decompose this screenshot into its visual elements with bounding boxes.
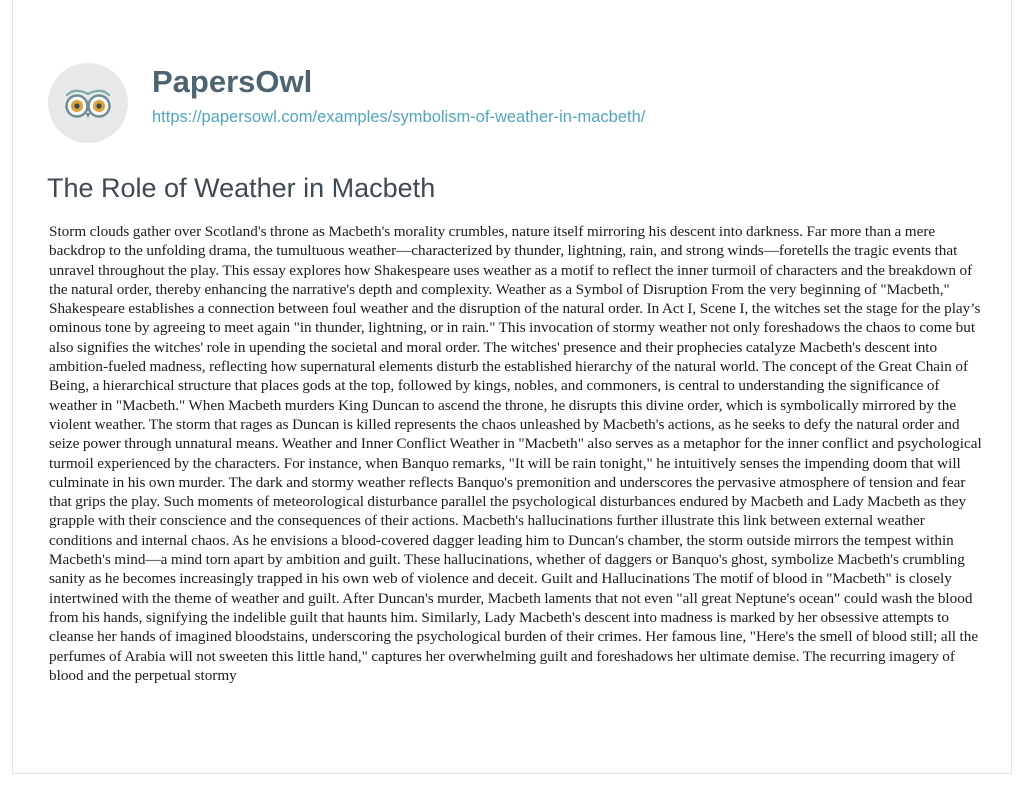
owl-eyes-svg	[62, 86, 114, 120]
source-url-link[interactable]: https://papersowl.com/examples/symbolism-of-weather-in-macbeth/	[152, 108, 646, 126]
page-title: The Role of Weather in Macbeth	[47, 173, 436, 203]
brand-name[interactable]: PapersOwl	[152, 64, 313, 99]
owl-eyes-icon	[48, 63, 128, 143]
site-header	[48, 63, 645, 143]
essay-body-text: Storm clouds gather over Scotland's throne as Macbeth's morality crumbles, nature itself mirroring his descent into darkness. Far more than a mere backdrop to the unfolding drama, the tumultuous weather—characterized by thunder, lightning, rain, and strong winds—foretells the tragic events that unravel throughout the play. This essay explores how Shakespeare uses weather as a motif to reflect the inner turmoil of characters and the breakdown of the natural order, thereby enhancing the narrative's depth and complexity. Weather as a Symbol of Disruption From the very beginning of "Macbeth," Shakespeare establishes a connection between foul weather and the disruption of the natural order. In Act I, Scene I, the witches set the stage for the play’s ominous tone by agreeing to meet again "in thunder, lightning, or in rain." This invocation of stormy weather not only foreshadows the chaos to come but also signifies the witches' role in upending the societal and moral order. The witches' presence and their prophecies catalyze Macbeth's descent into ambition-fueled madness, reflecting how supernatural elements disturb the established hierarchy of the natural world. The concept of the Great Chain of Being, a hierarchical structure that places gods at the top, followed by kings, nobles, and commoners, is central to understanding the significance of weather in "Macbeth." When Macbeth murders King Duncan to ascend the throne, he disrupts this divine order, which is symbolically mirrored by the violent weather. The storm that rages as Duncan is killed represents the chaos unleashed by Macbeth's actions, as he seeks to defy the natural order and seize power through unnatural means. Weather and Inner Conflict Weather in "Macbeth" also serves as a metaphor for the inner conflict and psychological turmoil experienced by the characters. For instance, when Banquo remarks, "It will be rain tonight," he intuitively senses the impending doom that will culminate in his own murder. The dark and stormy weather reflects Banquo's premonition and underscores the pervasive atmosphere of tension and fear that grips the play. Such moments of meteorological disturbance parallel the psychological disturbances endured by Macbeth and Lady Macbeth as they grapple with their conscience and the consequences of their actions. Macbeth's hallucinations further illustrate this link between external weather conditions and internal chaos. As he envisions a blood-covered dagger leading him to Duncan's chamber, the storm outside mirrors the tempest within Macbeth's mind—a mind torn apart by ambition and guilt. These hallucinations, whether of daggers or Banquo's ghost, symbolize Macbeth's crumbling sanity as he becomes increasingly trapped in his own web of violence and deceit. Guilt and Hallucinations The motif of blood in "Macbeth" is closely intertwined with the theme of weather and guilt. After Duncan's murder, Macbeth laments that not even "all great Neptune's ocean" could wash the blood from his hands, signifying the indelible guilt that haunts him. Similarly, Lady Macbeth's descent into madness is marked by her obsessive attempts to cleanse her hands of imagined bloodstains, underscoring the psychological burden of their crimes. Her famous line, "Here's the smell of blood still; all the perfumes of Arabia will not sweeten this little hand," captures her overwhelming guilt and foreshadows her ultimate demise. The recurring imagery of blood and the perpetual stormy	[49, 223, 982, 684]
brand-block	[152, 63, 645, 127]
